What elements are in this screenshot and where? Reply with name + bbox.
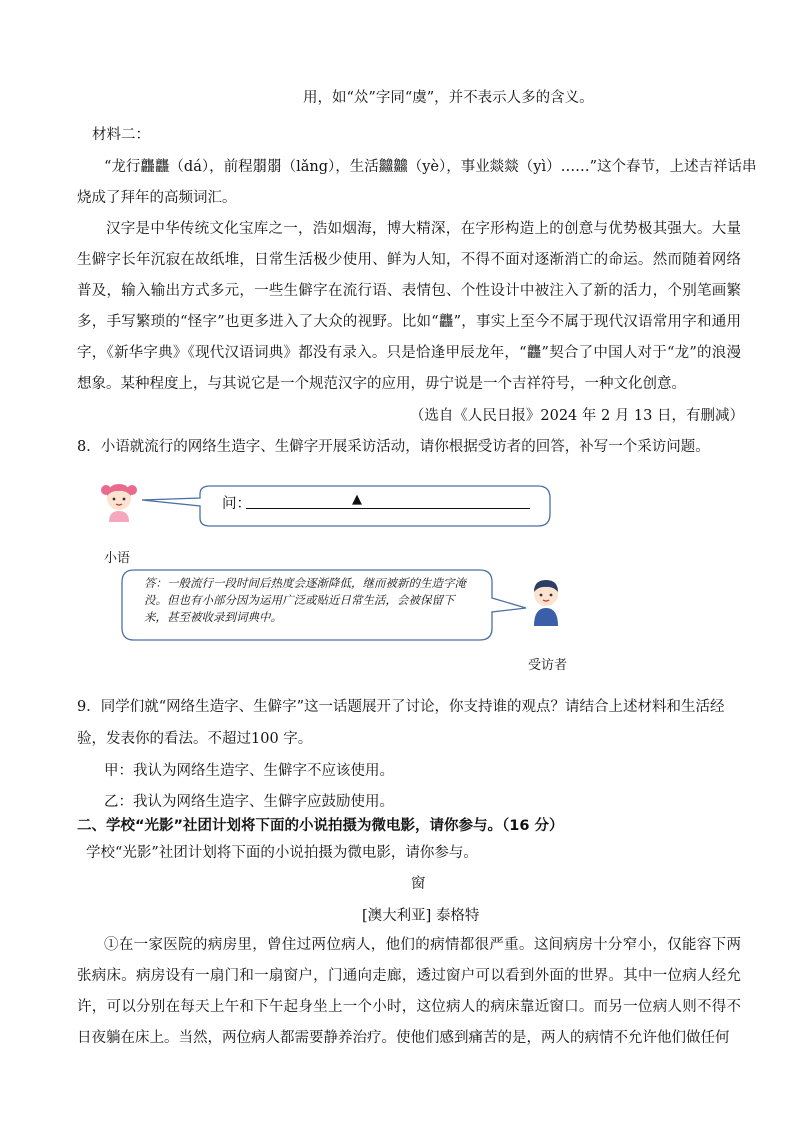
material1-tail: 用，如“𠈌”字同“虞”，并不表示人多的含义。 bbox=[303, 90, 594, 106]
story-paragraph-1: ①在一家医院的病房里，曾住过两位病人，他们的病情都很严重。这间病房十分窄小，仅能容下两张病床。病房设有一扇门和一扇窗户，门通向走廊，透过窗户可以看到外面的世界。其中一位病人经允许，可以分别在每天上午和下午起身坐上一个小时，这位病人的病床靠近窗口。而另一位病人则不得不日夜躺在床上。当然，两位病人都需要静养治疗。使他们感到痛苦的是，两人的病情不允许他们做任何 bbox=[77, 937, 741, 1046]
question-bubble bbox=[138, 484, 554, 528]
story-title: 窗 bbox=[411, 876, 426, 892]
xiaoyu-avatar-icon bbox=[98, 478, 140, 522]
question-9-line1: 9．同学们就“网络生造字、生僻字”这一话题展开了讨论，你支持谁的观点？请结合上述材料和生活经 bbox=[77, 699, 725, 715]
interviewee-avatar-icon bbox=[526, 576, 566, 626]
material2-heading: 材料二： bbox=[92, 127, 150, 143]
section-2-title: 二、学校“光影”社团计划将下面的小说拍摄为微电影，请你参与。（16 分） bbox=[77, 818, 564, 834]
xiaoyu-name: 小语 bbox=[104, 551, 131, 566]
question-9-option-jia: 甲：我认为网络生造字、生僻字不应该使用。 bbox=[104, 763, 394, 779]
answer-text: 答：一般流行一段时间后热度会逐渐降低，继而被新的生造字淹没。但也有小部分因为运用广泛或贴近日常生活，会被保留下来，甚至被收录到词典中。 bbox=[144, 576, 466, 624]
material2-para1-line2: 烧成了拜年的高频词汇。 bbox=[77, 190, 237, 206]
material2-para2: 汉字是中华传统文化宝库之一，浩如烟海，博大精深，在字形构造上的创意与优势极其强大。大量生僻字长年沉寂在故纸堆，日常生活极少使用、鲜为人知，不得不面对逐渐消亡的命运。然而随着网络普及，输入输出方式多元，一些生僻字在流行语、表情包、个性设计中被注入了新的活力，个别笔画繁多，手写繁琐的“怪字”也更多进入了大众的视野。比如“龘”，事实上至今不属于现代汉语常用字和通用字，《新华字典》《现代汉语词典》都没有录入。只是恰逢甲辰龙年，“龘”契合了中国人对于“龙”的浪漫想象。某种程度上，与其说它是一个规范汉字的应用，毋宁说是一个吉祥符号，一种文化创意。 bbox=[77, 221, 741, 392]
question-triangle-mark: ▲ bbox=[352, 492, 362, 507]
story-author: [澳大利亚] 泰格特 bbox=[362, 908, 480, 924]
question-9-option-yi: 乙：我认为网络生造字、生僻字应鼓励使用。 bbox=[104, 794, 394, 810]
question-9-line2: 验，发表你的看法。不超过100 字。 bbox=[77, 731, 313, 747]
question-answer-line[interactable] bbox=[246, 508, 530, 509]
interviewee-name: 受访者 bbox=[528, 658, 568, 673]
source-citation: （选自《人民日报》2024 年 2 月 13 日，有删减） bbox=[409, 408, 744, 424]
question-8: 8．小语就流行的网络生造字、生僻字开展采访活动，请你根据受访者的回答，补写一个采访问题。 bbox=[77, 439, 710, 455]
question-label: 问： bbox=[222, 496, 251, 512]
material2-para1-line1: “龙行龘龘（dá），前程朤朤（lǎng），生活䲜䲜（yè），事业燚燚（yì）……”这个春节，上述吉祥话串 bbox=[104, 159, 757, 175]
section-2-subtitle: 学校“光影”社团计划将下面的小说拍摄为微电影，请你参与。 bbox=[86, 845, 478, 861]
